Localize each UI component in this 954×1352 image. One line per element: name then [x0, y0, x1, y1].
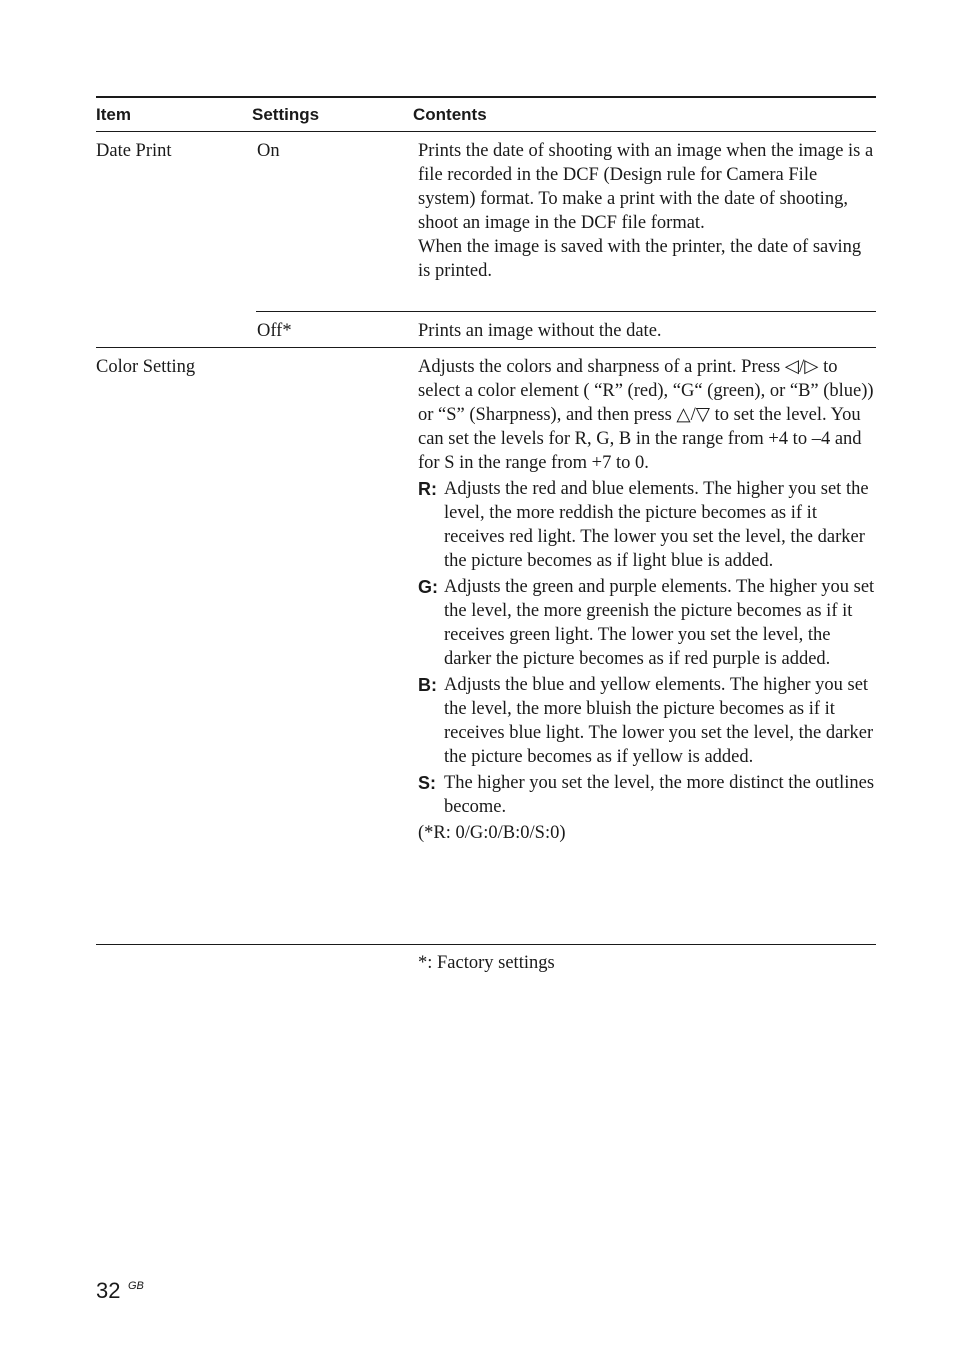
- color-element-b: [418, 673, 876, 769]
- color-element-r: [418, 477, 876, 573]
- header-item: Item: [96, 105, 131, 124]
- date-print-item: Date Print: [96, 141, 172, 161]
- color-element-g-text: Adjusts the green and purple elements. The higher you set the level, the more greenish the picture becomes as if it receives green light. The lower you set the level, the darker the picture becomes as if red purple is added.: [444, 577, 875, 669]
- header-rule: [96, 131, 876, 132]
- date-print-on-setting: On: [257, 141, 280, 161]
- color-setting-item: Color Setting: [96, 357, 196, 377]
- color-element-s: [418, 771, 876, 819]
- color-element-b-key: B:: [418, 675, 437, 695]
- color-element-g: [418, 575, 876, 671]
- color-setting-contents: [418, 355, 876, 845]
- header-settings: Settings: [252, 105, 320, 124]
- color-setting-intro: Adjusts the colors and sharpness of a print. Press ◁/▷ to select a color element ( “R” (red), “G“ (green), or “B” (blue)) or “S” (Sharpness), and then press △/▽ to set the level. You can set the levels for R, G, B in the range from +4 to –4 and for S in the range from +7 to 0.: [418, 357, 874, 473]
- color-element-r-key: R:: [418, 479, 437, 499]
- date-print-on-text: Prints the date of shooting with an image when the image is a file recorded in the DCF (Design rule for Camera File system) format. To make a print with the date of shooting, shoot an image in the DCF file format.: [418, 141, 874, 233]
- date-print-off-contents: Prints an image without the date.: [418, 321, 662, 341]
- color-element-s-key: S:: [418, 773, 436, 793]
- color-setting-bottom-rule: [96, 944, 876, 945]
- color-element-g-key: G:: [418, 577, 438, 597]
- date-print-on-contents: [418, 139, 876, 283]
- color-setting-defaults: (*R: 0/G:0/B:0/S:0): [418, 823, 566, 843]
- header-contents: Contents: [413, 105, 487, 124]
- date-print-off-setting: Off*: [257, 321, 292, 341]
- date-print-sub-rule: [256, 311, 876, 312]
- color-element-s-text: The higher you set the level, the more distinct the outlines become.: [444, 773, 875, 817]
- date-print-save-text: When the image is saved with the printer, the date of saving is printed.: [418, 237, 862, 281]
- table-top-rule: [96, 96, 876, 98]
- factory-settings-footnote: *: Factory settings: [418, 953, 555, 973]
- date-print-bottom-rule: [96, 347, 876, 348]
- page-number: 32: [96, 1278, 121, 1303]
- page-language-code: GB: [128, 1280, 144, 1292]
- color-element-r-text: Adjusts the red and blue elements. The higher you set the level, the more reddish the picture becomes as if it receives red light. The lower you set the level, the darker the picture becomes as if light blue is added.: [444, 479, 869, 571]
- color-element-b-text: Adjusts the blue and yellow elements. The higher you set the level, the more bluish the picture becomes as if it receives blue light. The lower you set the level, the darker the picture becomes as if yellow is added.: [444, 675, 874, 767]
